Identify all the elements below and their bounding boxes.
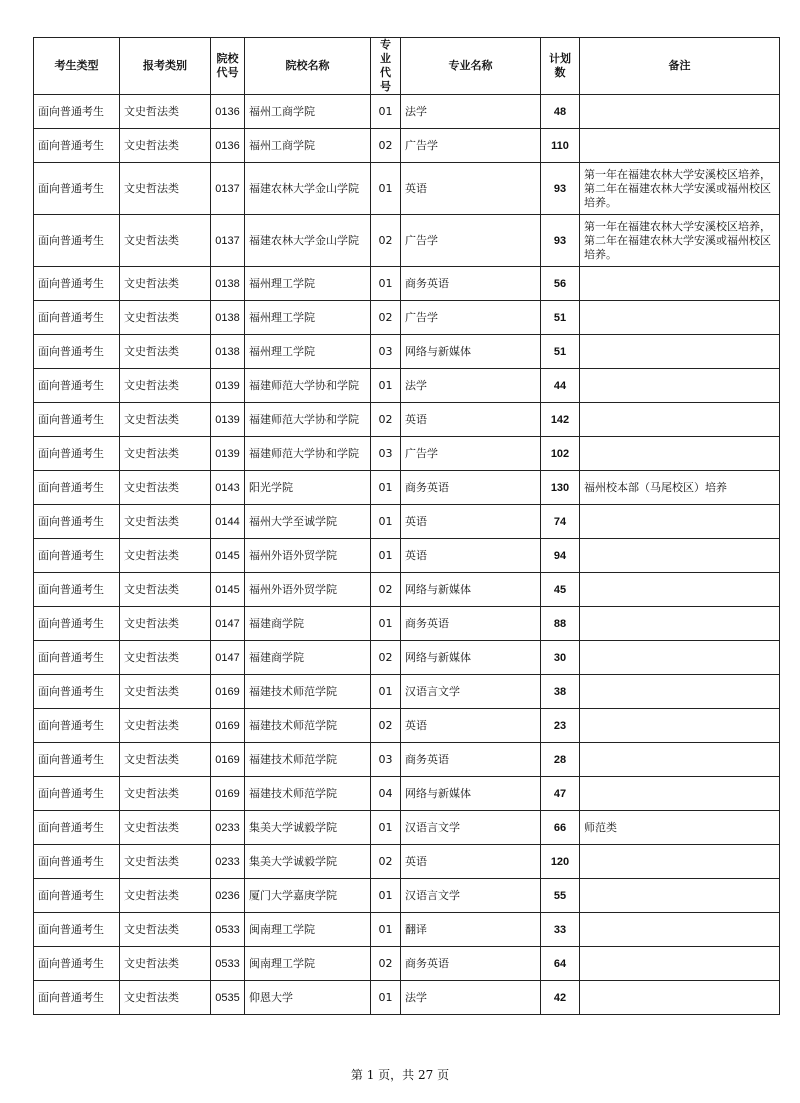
cell-remarks [580,777,780,811]
cell-major-code: 01 [371,267,401,301]
cell-school-code: 0136 [211,129,245,163]
cell-major-code: 01 [371,879,401,913]
header-remarks: 备注 [580,38,780,95]
cell-candidate-type: 面向普通考生 [34,913,120,947]
cell-exam-category: 文史哲法类 [120,573,211,607]
cell-plan-count: 93 [541,215,580,267]
table-row [34,215,780,267]
table-row [34,777,780,811]
cell-school-name: 福州大学至诚学院 [245,505,371,539]
table-row [34,539,780,573]
cell-remarks [580,675,780,709]
cell-exam-category: 文史哲法类 [120,981,211,1015]
cell-school-name: 厦门大学嘉庚学院 [245,879,371,913]
cell-remarks [580,505,780,539]
cell-school-code: 0533 [211,913,245,947]
header-major-name: 专业名称 [401,38,541,95]
page-footer: 第 1 页，共 27 页 [350,1068,450,1082]
cell-exam-category: 文史哲法类 [120,845,211,879]
cell-candidate-type: 面向普通考生 [34,811,120,845]
cell-plan-count: 130 [541,471,580,505]
table-row [34,743,780,777]
cell-plan-count: 33 [541,913,580,947]
cell-plan-count: 47 [541,777,580,811]
cell-exam-category: 文史哲法类 [120,539,211,573]
cell-candidate-type: 面向普通考生 [34,369,120,403]
cell-school-code: 0169 [211,743,245,777]
table-row [34,641,780,675]
cell-major-code: 04 [371,777,401,811]
cell-school-code: 0147 [211,607,245,641]
cell-major-name: 广告学 [401,215,541,267]
cell-school-code: 0147 [211,641,245,675]
cell-remarks [580,607,780,641]
cell-major-name: 商务英语 [401,471,541,505]
table-row [34,947,780,981]
cell-school-name: 集美大学诚毅学院 [245,811,371,845]
cell-remarks [580,641,780,675]
cell-major-code: 02 [371,845,401,879]
cell-major-name: 汉语言文学 [401,675,541,709]
cell-school-code: 0139 [211,369,245,403]
cell-major-code: 02 [371,301,401,335]
cell-school-name: 闽南理工学院 [245,913,371,947]
cell-school-name: 阳光学院 [245,471,371,505]
cell-candidate-type: 面向普通考生 [34,403,120,437]
cell-remarks: 第一年在福建农林大学安溪校区培养，第二年在福建农林大学安溪或福州校区培养。 [580,163,780,215]
header-candidate-type: 考生类型 [34,38,120,95]
table-row [34,369,780,403]
cell-major-code: 02 [371,709,401,743]
table-row [34,301,780,335]
cell-major-name: 商务英语 [401,743,541,777]
cell-candidate-type: 面向普通考生 [34,981,120,1015]
cell-remarks [580,403,780,437]
cell-plan-count: 120 [541,845,580,879]
cell-major-code: 02 [371,215,401,267]
cell-remarks [580,913,780,947]
cell-major-code: 01 [371,675,401,709]
cell-exam-category: 文史哲法类 [120,471,211,505]
cell-school-name: 福州工商学院 [245,95,371,129]
cell-candidate-type: 面向普通考生 [34,505,120,539]
cell-school-code: 0145 [211,573,245,607]
cell-candidate-type: 面向普通考生 [34,215,120,267]
cell-remarks [580,129,780,163]
table-row [34,675,780,709]
cell-major-name: 汉语言文学 [401,879,541,913]
table-row [34,95,780,129]
cell-major-code: 01 [371,505,401,539]
cell-candidate-type: 面向普通考生 [34,675,120,709]
cell-school-code: 0139 [211,403,245,437]
cell-exam-category: 文史哲法类 [120,369,211,403]
cell-plan-count: 51 [541,301,580,335]
cell-exam-category: 文史哲法类 [120,607,211,641]
cell-plan-count: 93 [541,163,580,215]
cell-major-name: 商务英语 [401,267,541,301]
cell-remarks [580,573,780,607]
cell-candidate-type: 面向普通考生 [34,437,120,471]
cell-remarks [580,879,780,913]
cell-major-code: 01 [371,369,401,403]
cell-major-name: 汉语言文学 [401,811,541,845]
cell-plan-count: 23 [541,709,580,743]
cell-school-name: 福州理工学院 [245,335,371,369]
cell-major-name: 广告学 [401,437,541,471]
cell-major-code: 02 [371,403,401,437]
cell-remarks: 师范类 [580,811,780,845]
cell-plan-count: 88 [541,607,580,641]
cell-candidate-type: 面向普通考生 [34,471,120,505]
cell-school-code: 0233 [211,845,245,879]
cell-school-name: 闽南理工学院 [245,947,371,981]
table-row [34,981,780,1015]
cell-major-name: 网络与新媒体 [401,777,541,811]
cell-candidate-type: 面向普通考生 [34,267,120,301]
cell-plan-count: 56 [541,267,580,301]
cell-school-code: 0138 [211,335,245,369]
table-row [34,913,780,947]
cell-remarks [580,95,780,129]
table-row [34,845,780,879]
cell-plan-count: 110 [541,129,580,163]
cell-school-code: 0144 [211,505,245,539]
cell-major-name: 广告学 [401,129,541,163]
table-row [34,403,780,437]
cell-major-code: 01 [371,811,401,845]
cell-school-code: 0138 [211,301,245,335]
cell-candidate-type: 面向普通考生 [34,845,120,879]
cell-major-name: 英语 [401,539,541,573]
cell-major-code: 02 [371,573,401,607]
cell-exam-category: 文史哲法类 [120,403,211,437]
cell-school-name: 福建技术师范学院 [245,709,371,743]
cell-school-name: 福建技术师范学院 [245,777,371,811]
table-row [34,879,780,913]
cell-major-code: 01 [371,607,401,641]
cell-major-code: 01 [371,913,401,947]
cell-major-name: 英语 [401,505,541,539]
cell-exam-category: 文史哲法类 [120,215,211,267]
cell-exam-category: 文史哲法类 [120,709,211,743]
cell-school-code: 0533 [211,947,245,981]
cell-school-name: 福建技术师范学院 [245,743,371,777]
cell-remarks [580,981,780,1015]
cell-school-code: 0169 [211,675,245,709]
cell-candidate-type: 面向普通考生 [34,129,120,163]
cell-plan-count: 28 [541,743,580,777]
table-row [34,573,780,607]
cell-school-code: 0137 [211,215,245,267]
cell-exam-category: 文史哲法类 [120,505,211,539]
cell-remarks: 第一年在福建农林大学安溪校区培养，第二年在福建农林大学安溪或福州校区培养。 [580,215,780,267]
cell-school-name: 福州外语外贸学院 [245,573,371,607]
table-row [34,811,780,845]
cell-exam-category: 文史哲法类 [120,743,211,777]
cell-candidate-type: 面向普通考生 [34,641,120,675]
cell-major-code: 01 [371,981,401,1015]
table-row [34,471,780,505]
header-plan-count: 计划 数 [541,38,580,95]
cell-major-name: 英语 [401,845,541,879]
admission-plan-table [33,37,780,1015]
table-row [34,607,780,641]
cell-major-code: 02 [371,129,401,163]
header-school-code: 院校 代号 [211,38,245,95]
table-row [34,129,780,163]
cell-candidate-type: 面向普通考生 [34,573,120,607]
cell-plan-count: 51 [541,335,580,369]
cell-school-code: 0233 [211,811,245,845]
cell-major-name: 法学 [401,981,541,1015]
cell-plan-count: 102 [541,437,580,471]
cell-plan-count: 45 [541,573,580,607]
cell-exam-category: 文史哲法类 [120,879,211,913]
cell-major-name: 英语 [401,709,541,743]
cell-candidate-type: 面向普通考生 [34,163,120,215]
cell-candidate-type: 面向普通考生 [34,95,120,129]
cell-school-code: 0169 [211,709,245,743]
cell-school-name: 福建师范大学协和学院 [245,369,371,403]
cell-exam-category: 文史哲法类 [120,267,211,301]
cell-plan-count: 66 [541,811,580,845]
cell-major-name: 英语 [401,403,541,437]
cell-school-name: 福建农林大学金山学院 [245,163,371,215]
cell-major-code: 03 [371,335,401,369]
cell-exam-category: 文史哲法类 [120,335,211,369]
cell-candidate-type: 面向普通考生 [34,709,120,743]
cell-remarks [580,369,780,403]
cell-school-name: 福建商学院 [245,607,371,641]
cell-school-name: 福建技术师范学院 [245,675,371,709]
cell-major-name: 翻译 [401,913,541,947]
cell-school-code: 0236 [211,879,245,913]
cell-candidate-type: 面向普通考生 [34,777,120,811]
cell-school-code: 0169 [211,777,245,811]
cell-school-name: 福州理工学院 [245,267,371,301]
table-row [34,163,780,215]
cell-remarks [580,335,780,369]
cell-major-name: 法学 [401,369,541,403]
cell-exam-category: 文史哲法类 [120,777,211,811]
cell-exam-category: 文史哲法类 [120,913,211,947]
cell-candidate-type: 面向普通考生 [34,607,120,641]
cell-plan-count: 44 [541,369,580,403]
cell-exam-category: 文史哲法类 [120,129,211,163]
table-row [34,335,780,369]
cell-major-name: 网络与新媒体 [401,335,541,369]
cell-major-name: 网络与新媒体 [401,641,541,675]
cell-exam-category: 文史哲法类 [120,163,211,215]
cell-school-code: 0143 [211,471,245,505]
table-header-row [34,38,780,95]
cell-candidate-type: 面向普通考生 [34,539,120,573]
cell-major-code: 02 [371,947,401,981]
cell-remarks [580,743,780,777]
cell-candidate-type: 面向普通考生 [34,947,120,981]
cell-exam-category: 文史哲法类 [120,641,211,675]
table-row [34,505,780,539]
cell-plan-count: 38 [541,675,580,709]
cell-remarks: 福州校本部（马尾校区）培养 [580,471,780,505]
cell-remarks [580,709,780,743]
cell-school-code: 0136 [211,95,245,129]
cell-plan-count: 48 [541,95,580,129]
cell-major-code: 01 [371,95,401,129]
cell-plan-count: 94 [541,539,580,573]
cell-major-name: 英语 [401,163,541,215]
cell-remarks [580,845,780,879]
cell-school-name: 仰恩大学 [245,981,371,1015]
table-row [34,709,780,743]
cell-remarks [580,437,780,471]
cell-school-code: 0138 [211,267,245,301]
cell-major-code: 01 [371,471,401,505]
cell-school-name: 福州外语外贸学院 [245,539,371,573]
cell-school-name: 福州理工学院 [245,301,371,335]
cell-exam-category: 文史哲法类 [120,301,211,335]
cell-school-name: 集美大学诚毅学院 [245,845,371,879]
cell-candidate-type: 面向普通考生 [34,301,120,335]
cell-plan-count: 74 [541,505,580,539]
cell-exam-category: 文史哲法类 [120,811,211,845]
table-row [34,437,780,471]
cell-school-code: 0137 [211,163,245,215]
cell-major-name: 网络与新媒体 [401,573,541,607]
cell-school-code: 0145 [211,539,245,573]
cell-school-name: 福建师范大学协和学院 [245,403,371,437]
cell-remarks [580,301,780,335]
cell-exam-category: 文史哲法类 [120,95,211,129]
cell-school-name: 福州工商学院 [245,129,371,163]
header-major-code: 专业 代号 [371,38,401,95]
cell-exam-category: 文史哲法类 [120,437,211,471]
cell-major-code: 01 [371,163,401,215]
cell-remarks [580,539,780,573]
cell-major-name: 商务英语 [401,607,541,641]
cell-major-name: 广告学 [401,301,541,335]
header-school-name: 院校名称 [245,38,371,95]
cell-plan-count: 55 [541,879,580,913]
cell-major-name: 法学 [401,95,541,129]
cell-plan-count: 142 [541,403,580,437]
cell-candidate-type: 面向普通考生 [34,879,120,913]
table-row [34,267,780,301]
cell-school-code: 0139 [211,437,245,471]
cell-remarks [580,947,780,981]
cell-candidate-type: 面向普通考生 [34,743,120,777]
cell-major-code: 01 [371,539,401,573]
cell-major-name: 商务英语 [401,947,541,981]
cell-remarks [580,267,780,301]
cell-school-name: 福建商学院 [245,641,371,675]
cell-school-code: 0535 [211,981,245,1015]
cell-plan-count: 42 [541,981,580,1015]
cell-candidate-type: 面向普通考生 [34,335,120,369]
cell-plan-count: 64 [541,947,580,981]
cell-major-code: 03 [371,743,401,777]
cell-school-name: 福建师范大学协和学院 [245,437,371,471]
header-exam-category: 报考类别 [120,38,211,95]
cell-exam-category: 文史哲法类 [120,947,211,981]
cell-school-name: 福建农林大学金山学院 [245,215,371,267]
cell-major-code: 02 [371,641,401,675]
cell-major-code: 03 [371,437,401,471]
cell-exam-category: 文史哲法类 [120,675,211,709]
cell-plan-count: 30 [541,641,580,675]
